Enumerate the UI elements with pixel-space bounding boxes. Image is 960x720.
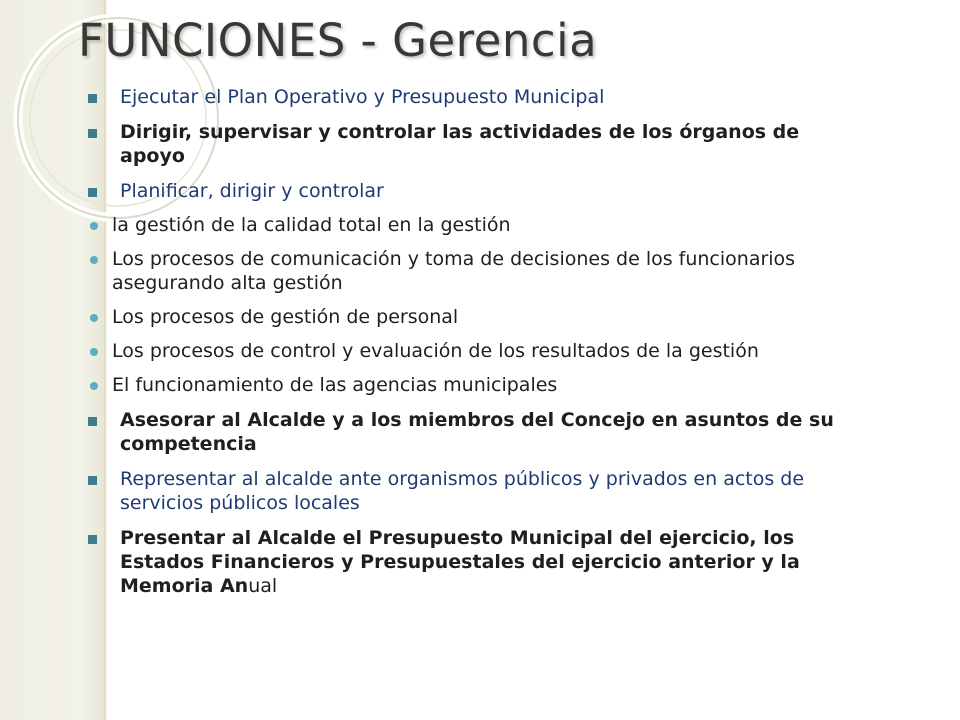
sub-list-item	[86, 373, 866, 397]
round-bullet-icon	[90, 348, 98, 356]
square-bullet-icon	[88, 94, 97, 103]
sub-list-item	[86, 305, 866, 329]
square-bullet-icon	[88, 188, 97, 197]
sub-list-item	[86, 213, 866, 237]
item-text-tail: ual	[248, 575, 278, 597]
item-text: Asesorar al Alcalde y a los miembros del Concejo en asuntos de su competencia	[120, 409, 834, 455]
item-text: Planificar, dirigir y controlar	[120, 180, 384, 202]
list-item	[86, 120, 866, 168]
slide-title: FUNCIONES - Gerencia	[78, 14, 598, 67]
item-text: El funcionamiento de las agencias municipales	[112, 374, 558, 396]
item-text: Ejecutar el Plan Operativo y Presupuesto Municipal	[120, 86, 605, 108]
round-bullet-icon	[90, 222, 98, 230]
list-item	[86, 526, 866, 598]
square-bullet-icon	[88, 535, 97, 544]
square-bullet-icon	[88, 476, 97, 485]
item-text: Los procesos de gestión de personal	[112, 306, 459, 328]
list-item	[86, 85, 866, 109]
sub-list-item	[86, 247, 866, 295]
item-text: Los procesos de comunicación y toma de decisiones de los funcionarios asegurando alta gestión	[112, 248, 796, 294]
round-bullet-icon	[90, 382, 98, 390]
list-item	[86, 467, 866, 515]
square-bullet-icon	[88, 129, 97, 138]
round-bullet-icon	[90, 314, 98, 322]
square-bullet-icon	[88, 417, 97, 426]
item-text-bold: Presentar al Alcalde el Presupuesto Municipal del ejercicio, los Estados Financieros y Presupuestales del ejercicio anterior y la Memoria An	[120, 527, 800, 597]
item-text: Los procesos de control y evaluación de los resultados de la gestión	[112, 340, 759, 362]
list-item	[86, 408, 866, 456]
list-item	[86, 179, 866, 203]
round-bullet-icon	[90, 256, 98, 264]
bullet-list	[86, 85, 866, 598]
item-text: Dirigir, supervisar y controlar las actividades de los órganos de apoyo	[120, 121, 800, 167]
item-text	[120, 526, 866, 598]
item-text: la gestión de la calidad total en la gestión	[112, 214, 511, 236]
item-text: Representar al alcalde ante organismos públicos y privados en actos de servicios públicos locales	[120, 468, 805, 514]
sub-list-item	[86, 339, 866, 363]
